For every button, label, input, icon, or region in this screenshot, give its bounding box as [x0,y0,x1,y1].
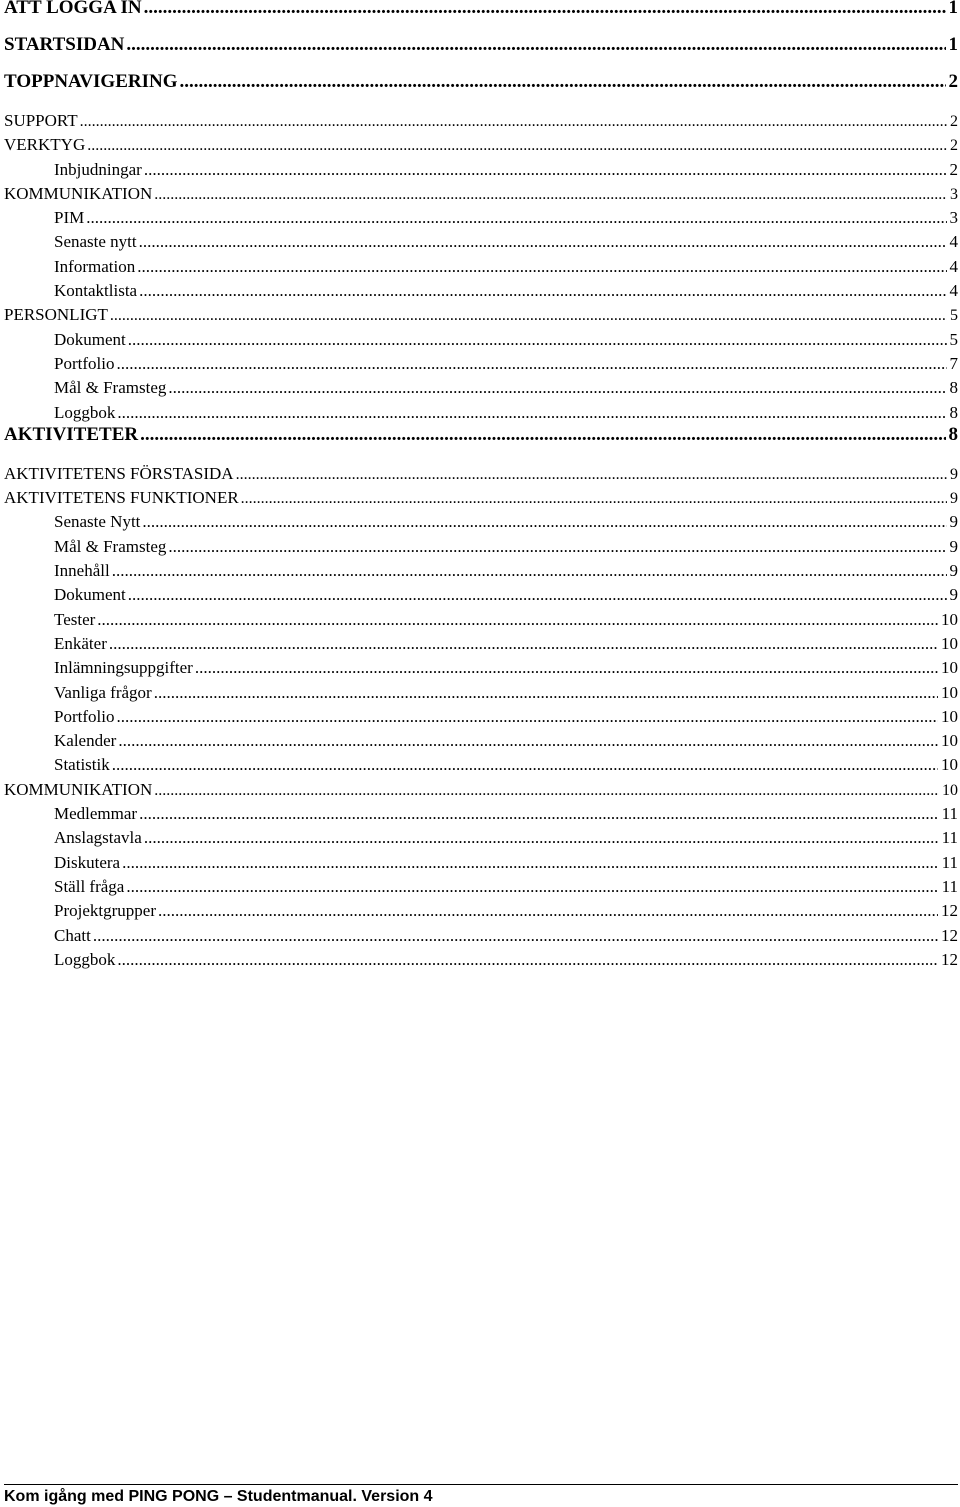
toc-entry-page-number: 1 [948,34,958,55]
toc-entry[interactable] [4,401,958,425]
toc-entry-page-number: 10 [941,609,958,629]
toc-entry-page-number: 11 [941,828,958,848]
toc-entry-label: ATT LOGGA IN [4,0,142,18]
toc-dot-leader [80,110,947,134]
toc-entry-page-number: 7 [949,353,958,373]
toc-dot-leader [126,35,945,55]
toc-entry-label: Inlämningsuppgifter [54,658,193,678]
toc-dot-leader [154,779,939,803]
toc-dot-leader [139,802,939,826]
toc-entry[interactable] [4,608,958,632]
toc-entry-label: AKTIVITETER [4,423,139,445]
toc-entry-page-number: 2 [949,159,958,179]
toc-dot-leader [144,826,939,850]
toc-dot-leader [86,206,946,230]
toc-entry-page-number: 4 [949,232,958,252]
toc-entry[interactable] [4,486,958,510]
toc-dot-leader [118,729,938,753]
toc-dot-leader [142,510,946,534]
toc-entry-label: Loggbok [54,949,116,969]
toc-dot-leader [140,425,945,445]
toc-entry-page-number: 5 [950,307,958,325]
toc-entry[interactable] [4,826,958,850]
toc-entry-label: Vanliga frågor [54,682,152,702]
toc-entry[interactable] [4,279,958,303]
toc-entry-label: AKTIVITETENS FÖRSTASIDA [4,463,234,483]
toc-dot-leader [110,304,947,328]
toc-entry-label: Portfolio [54,706,115,726]
toc-entry-page-number: 4 [949,256,958,276]
toc-entry-page-number: 2 [950,113,958,130]
toc-entry[interactable] [4,851,958,875]
toc-entry[interactable] [4,632,958,656]
toc-entry-label: Anslagstavla [54,828,142,848]
toc-entry[interactable] [4,778,958,802]
toc-dot-leader [139,279,946,303]
toc-entry-page-number: 10 [941,731,958,751]
toc-entry-page-number: 1 [948,0,958,18]
toc-entry-page-number: 8 [948,423,958,445]
toc-entry-label: PIM [54,208,85,228]
toc-entry-page-number: 8 [949,402,958,422]
toc-entry-label: Medlemmar [54,804,138,824]
toc-entry-label: STARTSIDAN [4,34,125,55]
toc-entry[interactable] [4,753,958,777]
toc-entry[interactable] [4,255,958,279]
toc-dot-leader [122,851,939,875]
toc-dot-leader [154,681,938,705]
toc-entry[interactable] [4,72,958,109]
toc-entry-label: Dokument [54,329,126,349]
toc-entry[interactable] [4,948,958,972]
toc-entry-page-number: 4 [949,281,958,301]
toc-entry[interactable] [4,35,958,72]
page-footer [4,1484,958,1506]
toc-entry-page-number: 11 [941,804,958,824]
toc-entry-label: TOPPNAVIGERING [4,71,178,92]
toc-entry[interactable] [4,705,958,729]
toc-entry-page-number: 2 [948,71,958,92]
toc-dot-leader [180,72,946,92]
toc-entry-label: Inbjudningar [54,159,142,179]
toc-dot-leader [97,608,938,632]
toc-entry[interactable] [4,729,958,753]
toc-dot-leader [128,583,947,607]
toc-entry[interactable] [4,0,958,35]
toc-entry-page-number: 9 [950,490,958,508]
toc-entry[interactable] [4,462,958,486]
toc-entry[interactable] [4,583,958,607]
toc-entry-label: KOMMUNIKATION [4,183,153,203]
toc-entry-page-number: 9 [949,536,958,556]
toc-dot-leader [139,230,947,254]
toc-dot-leader [236,463,947,487]
toc-dot-leader [241,487,947,511]
toc-entry[interactable] [4,681,958,705]
toc-entry[interactable] [4,158,958,182]
toc-entry-label: Ställ fråga [54,876,125,896]
toc-entry[interactable] [4,924,958,948]
toc-entry-label: Mål & Framsteg [54,536,167,556]
toc-entry[interactable] [4,535,958,559]
toc-entry[interactable] [4,109,958,133]
toc-dot-leader [144,0,946,18]
toc-dot-leader [137,255,946,279]
toc-dot-leader [158,899,938,923]
toc-dot-leader [126,875,938,899]
toc-entry[interactable] [4,425,958,462]
toc-entry-page-number: 10 [941,633,958,653]
toc-entry-label: Enkäter [54,633,107,653]
toc-entry-page-number: 10 [941,706,958,726]
toc-entry[interactable] [4,328,958,352]
toc-entry-page-number: 10 [941,682,958,702]
toc-entry-page-number: 12 [941,901,958,921]
toc-entry-label: Portfolio [54,353,115,373]
toc-entry[interactable] [4,656,958,680]
toc-dot-leader [128,328,947,352]
toc-entry-page-number: 12 [941,925,958,945]
toc-entry-page-number: 5 [949,329,958,349]
toc-dot-leader [87,134,947,158]
toc-entry-label: KOMMUNIKATION [4,779,153,799]
toc-entry-label: VERKTYG [4,135,86,155]
toc-entry-label: Mål & Framsteg [54,378,167,398]
footer-text: Kom igång med PING PONG – Studentmanual. Version 4 [4,1488,433,1505]
toc-entry[interactable] [4,376,958,400]
table-of-contents [4,0,958,972]
toc-dot-leader [109,632,938,656]
toc-entry-page-number: 3 [949,208,958,228]
toc-entry-page-number: 9 [949,561,958,581]
toc-entry[interactable] [4,510,958,534]
toc-entry-page-number: 11 [941,876,958,896]
toc-entry-page-number: 10 [941,658,958,678]
toc-entry-page-number: 8 [949,378,958,398]
toc-entry-label: Senaste nytt [54,232,137,252]
toc-entry-page-number: 11 [941,852,958,872]
toc-entry[interactable] [4,182,958,206]
toc-entry-label: Innehåll [54,561,110,581]
toc-entry-page-number: 2 [950,137,958,155]
toc-dot-leader [195,656,938,680]
toc-dot-leader [144,158,947,182]
toc-entry-label: Tester [54,609,96,629]
toc-entry[interactable] [4,352,958,376]
toc-entry-page-number: 9 [949,585,958,605]
toc-entry-label: Statistik [54,755,110,775]
toc-entry-label: Kontaktlista [54,281,138,301]
toc-dot-leader [117,401,946,425]
toc-entry-label: Diskutera [54,852,121,872]
toc-dot-leader [168,535,946,559]
toc-entry[interactable] [4,559,958,583]
toc-entry-label: Projektgrupper [54,901,156,921]
toc-entry-page-number: 10 [942,781,958,799]
toc-entry[interactable] [4,303,958,327]
toc-dot-leader [116,705,938,729]
toc-dot-leader [112,559,947,583]
toc-entry-label: Senaste Nytt [54,512,141,532]
toc-entry-label: PERSONLIGT [4,305,108,325]
toc-dot-leader [154,183,947,207]
toc-entry-page-number: 3 [950,185,958,203]
toc-entry-label: Information [54,256,136,276]
toc-entry-label: Loggbok [54,402,116,422]
toc-dot-leader [116,352,946,376]
toc-entry-label: Dokument [54,585,126,605]
toc-entry-label: Chatt [54,925,91,945]
toc-entry[interactable] [4,899,958,923]
toc-entry[interactable] [4,206,958,230]
toc-entry-page-number: 10 [941,755,958,775]
toc-entry[interactable] [4,133,958,157]
toc-entry-label: SUPPORT [4,111,78,130]
toc-entry-page-number: 9 [949,512,958,532]
toc-entry[interactable] [4,802,958,826]
toc-entry[interactable] [4,230,958,254]
toc-dot-leader [168,376,946,400]
toc-dot-leader [112,753,938,777]
toc-entry-page-number: 12 [941,949,958,969]
toc-entry-label: Kalender [54,731,117,751]
toc-entry-page-number: 9 [950,465,958,483]
toc-dot-leader [93,924,938,948]
toc-entry[interactable] [4,875,958,899]
toc-entry-label: AKTIVITETENS FUNKTIONER [4,488,239,508]
toc-dot-leader [117,948,938,972]
